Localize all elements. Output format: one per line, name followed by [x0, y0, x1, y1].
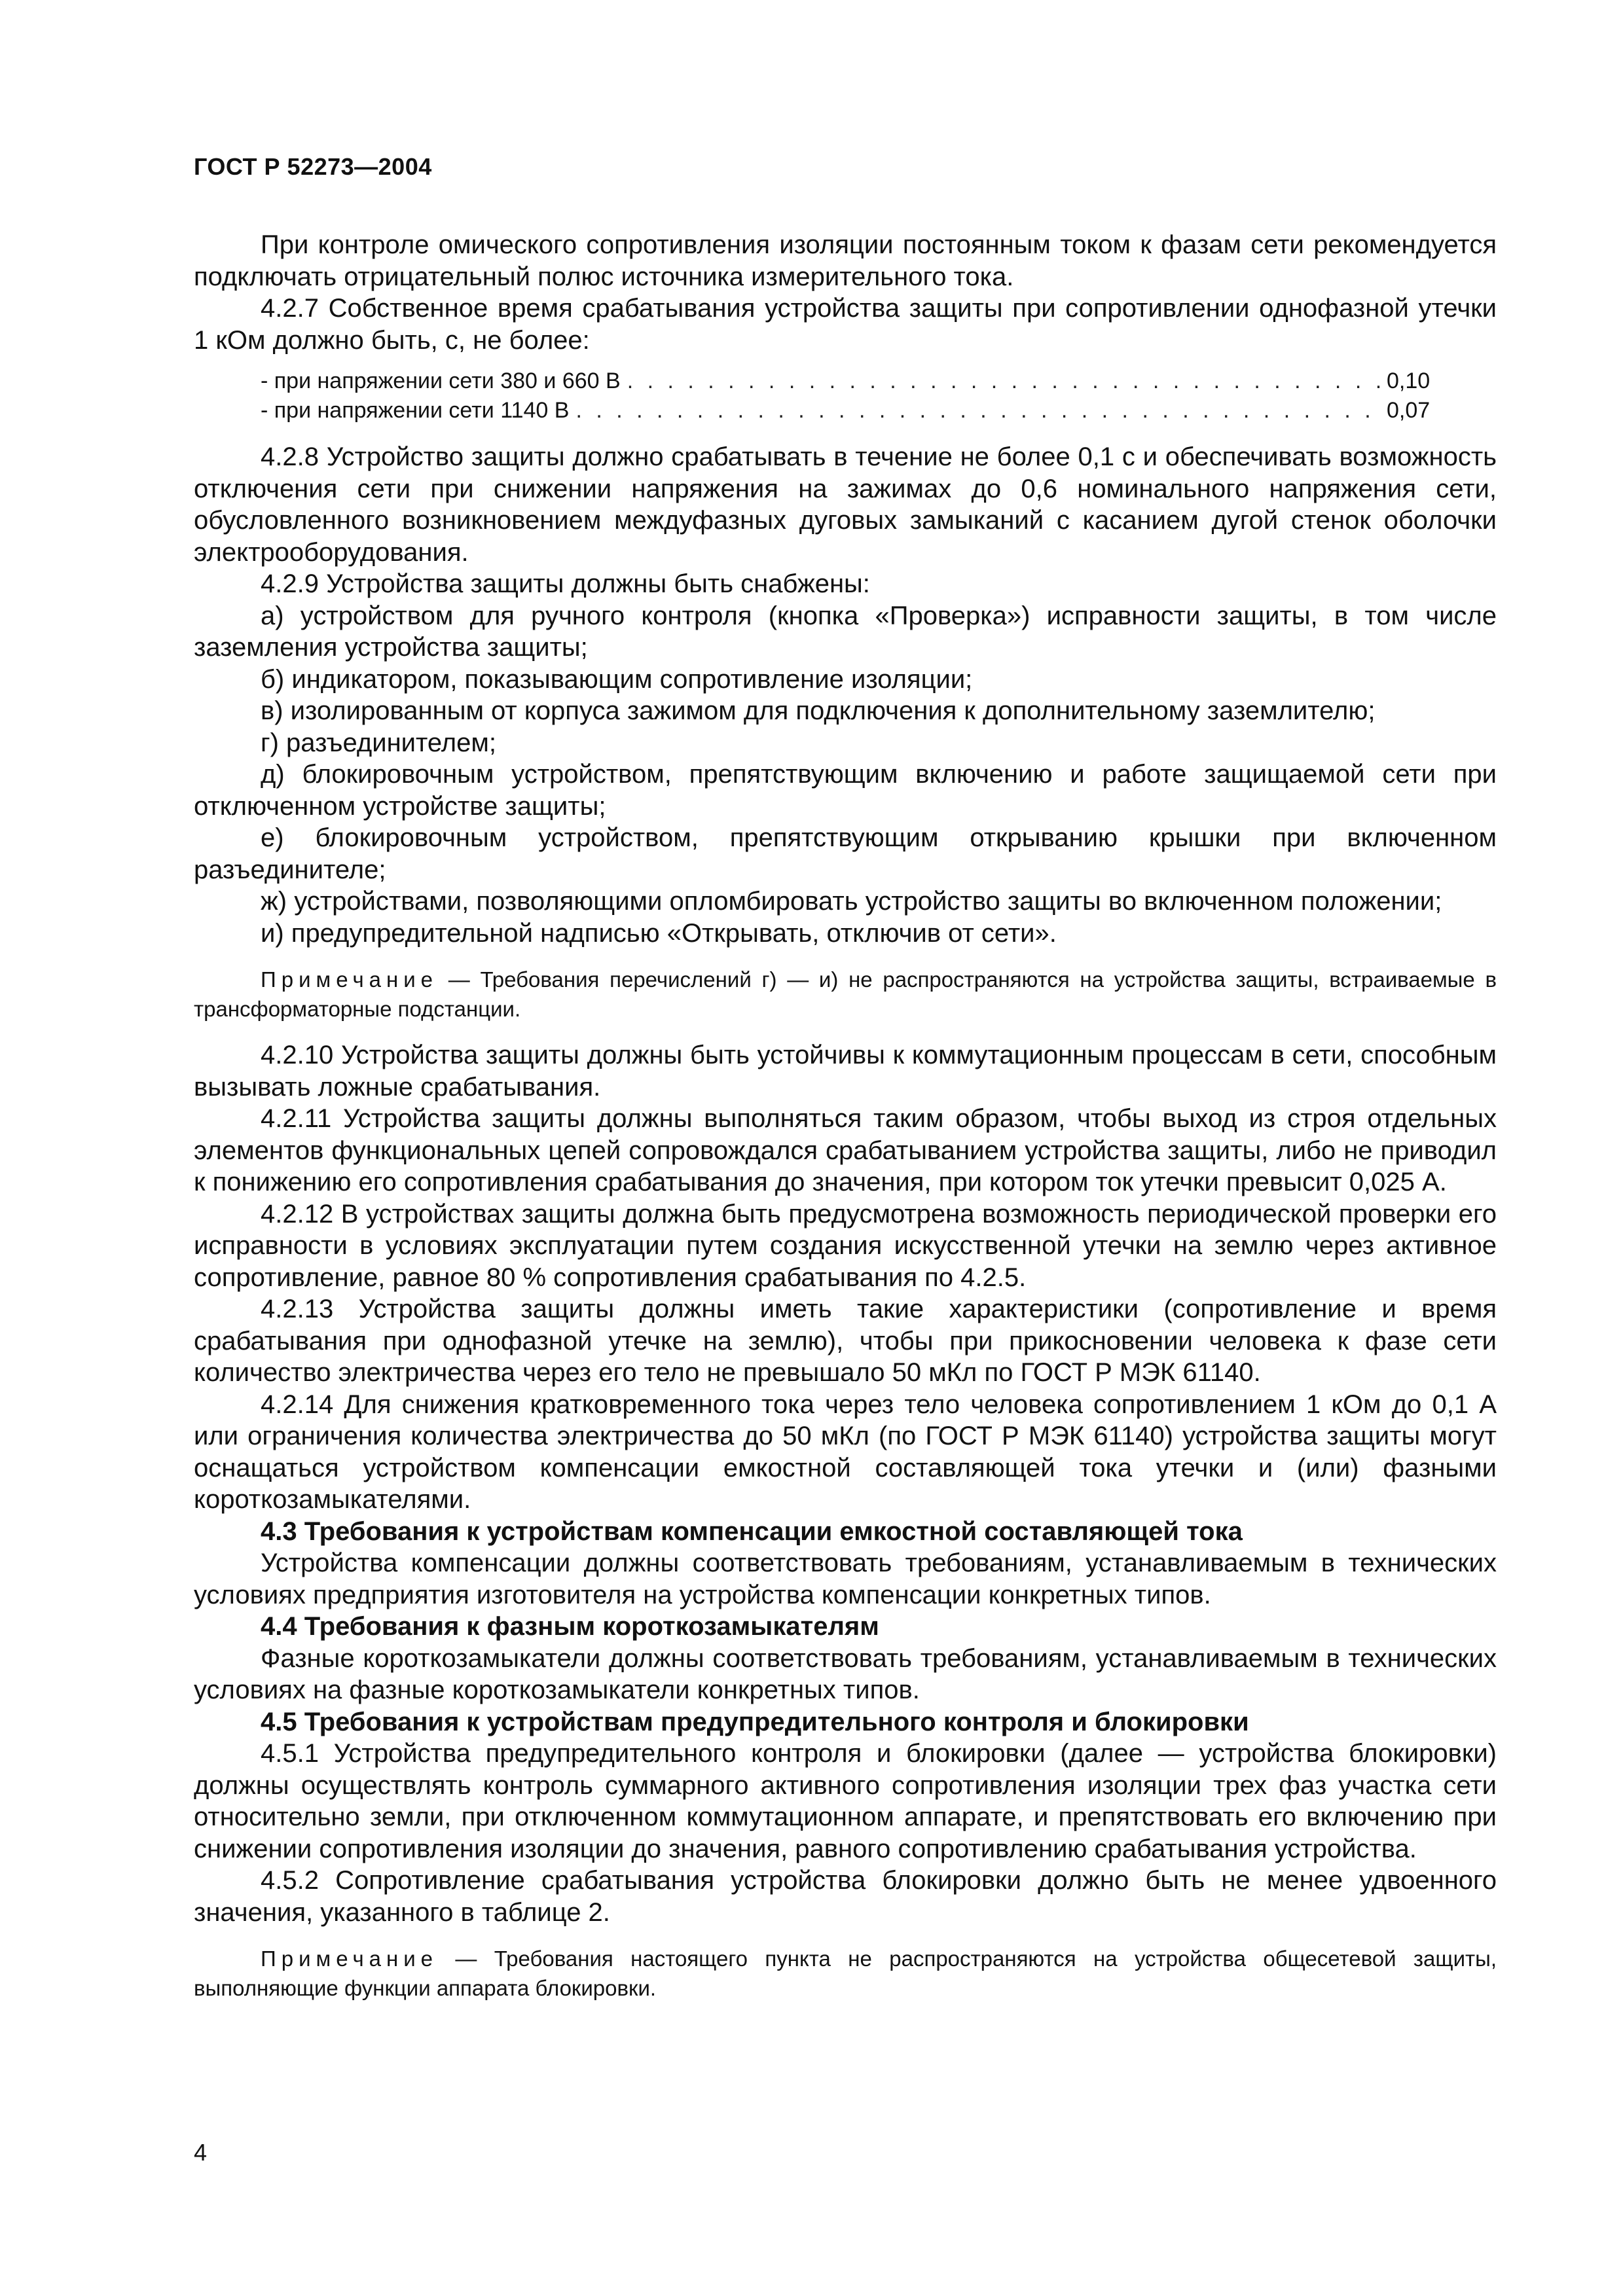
- list-item: а) устройством для ручного контроля (кнопка «Проверка») исправности защиты, в том числе заземления устройства защиты;: [194, 601, 1497, 662]
- leader-dots: [575, 396, 1380, 425]
- paragraph: При контроле омического сопротивления изоляции постоянным током к фазам сети рекомендуется подключать отрицательный полюс источника измерительного тока.: [194, 230, 1497, 291]
- list-item: в) изолированным от корпуса зажимом для подключения к дополнительному заземлителю;: [261, 696, 1376, 725]
- section-heading: 4.4 Требования к фазным короткозамыкателям: [261, 1612, 879, 1641]
- leader-row: [194, 396, 1497, 425]
- leader-list: [194, 367, 1497, 425]
- paragraph: 4.5.1 Устройства предупредительного контроля и блокировки (далее — устройства блокировки) должны осуществлять контроль суммарного активного сопротивления изоляции трех фаз участка сети относительно земли, при отключенном коммутационном аппарате, и препятствовать его включению при снижении сопротивления изоляции до значения, равного сопротивлению срабатывания устройства.: [194, 1739, 1497, 1863]
- paragraph: 4.2.13 Устройства защиты должны иметь такие характеристики (сопротивление и время срабатывания при однофазной утечке на землю), чтобы при прикосновении человека к фазе сети количество электричества через его тело не превышало 50 мКл по ГОСТ Р МЭК 61140.: [194, 1295, 1497, 1387]
- paragraphs-mid: [194, 441, 1497, 949]
- leader-value: 0,07: [1387, 398, 1431, 423]
- leader-label: - при напряжении сети 380 и 660 В: [261, 368, 621, 393]
- paragraph: 4.2.12 В устройствах защиты должна быть предусмотрена возможность периодической проверки его исправности в условиях эксплуатации путем создания искусственной утечки на землю через активное сопротивление, равное 80 % сопротивления срабатывания по 4.2.5.: [194, 1199, 1497, 1292]
- note-label: Примечание: [261, 1946, 439, 1971]
- paragraphs-top: [194, 229, 1497, 356]
- list-item: ж) устройствами, позволяющими опломбировать устройство защиты во включенном положении;: [261, 887, 1442, 916]
- list-item: д) блокировочным устройством, препятствующим включению и работе защищаемой сети при отключенном устройстве защиты;: [194, 760, 1497, 821]
- paragraph: 4.2.8 Устройство защиты должно срабатывать в течение не более 0,1 с и обеспечивать возможность отключения сети при снижении напряжения на зажимах до 0,6 номинального напряжения сети, обусловленного возникновением междуфазных дуговых замыканий с касанием дугой стенок оболочки электрооборудования.: [194, 442, 1497, 567]
- leader-dots: [627, 367, 1380, 396]
- leader-row: [194, 367, 1497, 396]
- section-heading: 4.3 Требования к устройствам компенсации емкостной составляющей тока: [261, 1516, 1243, 1546]
- paragraphs-main: [194, 1039, 1497, 1928]
- leader-label: - при напряжении сети 1140 В: [261, 398, 570, 423]
- note: [194, 965, 1497, 1024]
- note-text: — Требования перечислений г) — и) не распространяются на устройства защиты, встраиваемые в трансформаторные подстанции.: [194, 967, 1497, 1021]
- note: [194, 1944, 1497, 2003]
- document-header: ГОСТ Р 52273—2004: [194, 153, 432, 180]
- list-item: е) блокировочным устройством, препятствующим открыванию крышки при включенном разъединителе;: [194, 823, 1497, 884]
- section-heading: 4.5 Требования к устройствам предупредительного контроля и блокировки: [261, 1707, 1249, 1736]
- paragraph: 4.5.2 Сопротивление срабатывания устройства блокировки должно быть не менее удвоенного значения, указанного в таблице 2.: [194, 1866, 1497, 1927]
- leader-value: 0,10: [1387, 368, 1431, 393]
- page-number: 4: [194, 2139, 208, 2166]
- paragraph: 4.2.14 Для снижения кратковременного тока через тело человека сопротивлением 1 кОм до 0,1 А или ограничения количества электричества до 50 мКл (по ГОСТ Р МЭК 61140) устройства защиты могут оснащаться устройством компенсации емкостной составляющей тока утечки и (или) фазными короткозамыкателями.: [194, 1390, 1497, 1514]
- paragraph: 4.2.10 Устройства защиты должны быть устойчивы к коммутационным процессам в сети, способным вызывать ложные срабатывания.: [194, 1041, 1497, 1102]
- paragraph: 4.2.11 Устройства защиты должны выполняться таким образом, чтобы выход из строя отдельных элементов функциональных цепей сопровождался срабатыванием устройства защиты, либо не приводил к понижению его сопротивления срабатывания до значения, при котором ток утечки превысит 0,025 А.: [194, 1104, 1497, 1196]
- list-item: г) разъединителем;: [261, 728, 496, 757]
- list-item: и) предупредительной надписью «Открывать, отключив от сети».: [261, 918, 1057, 948]
- paragraph: Устройства компенсации должны соответствовать требованиям, устанавливаемым в технических условиях предприятия изготовителя на устройства компенсации конкретных типов.: [194, 1549, 1497, 1609]
- document-body: [194, 229, 1497, 2003]
- note-label: Примечание: [261, 967, 439, 992]
- paragraph: 4.2.7 Собственное время срабатывания устройства защиты при сопротивлении однофазной утечки 1 кОм должно быть, с, не более:: [194, 294, 1497, 355]
- paragraph: 4.2.9 Устройства защиты должны быть снабжены:: [261, 569, 870, 598]
- note-text: — Требования настоящего пункта не распространяются на устройства общесетевой защиты, выполняющие функции аппарата блокировки.: [194, 1946, 1497, 2000]
- paragraph: Фазные короткозамыкатели должны соответствовать требованиям, устанавливаемым в технических условиях на фазные короткозамыкатели конкретных типов.: [194, 1643, 1497, 1704]
- list-item: б) индикатором, показывающим сопротивление изоляции;: [261, 664, 973, 694]
